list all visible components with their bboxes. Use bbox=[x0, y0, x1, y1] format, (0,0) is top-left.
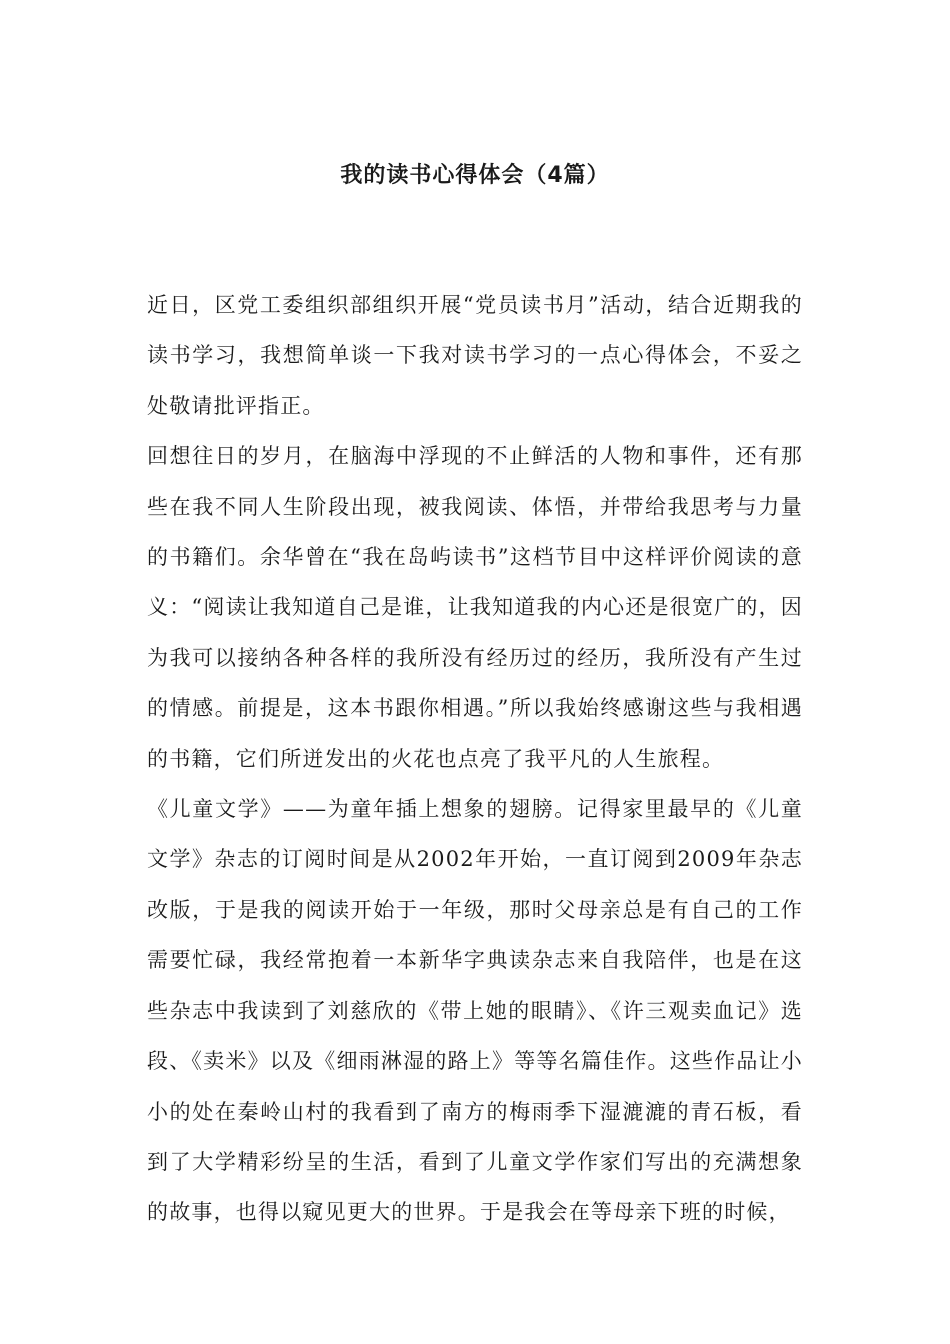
paragraph-1: 近日，区党工委组织部组织开展“党员读书月”活动，结合近期我的读书学习，我想简单谈一下我对读书学习的一点心得体会，不妥之处敬请批评指正。 bbox=[147, 293, 803, 418]
paragraph-2: 回想往日的岁月，在脑海中浮现的不止鲜活的人物和事件，还有那些在我不同人生阶段出现，被我阅读、体悟，并带给我思考与力量的书籍们。余华曾在“我在岛屿读书”这档节目中这样评价阅读的意义：“阅读让我知道自己是谁，让我知道我的内心还是很宽广的，因为我可以接纳各种各样的我所没有经历过的经历，我所没有产生过的情感。前提是，这本书跟你相遇。”所以我始终感谢这些与我相遇的书籍，它们所迸发出的火花也点亮了我平凡的人生旅程。 bbox=[147, 444, 803, 771]
paragraph-3: 《儿童文学》——为童年插上想象的翅膀。记得家里最早的《儿童文学》杂志的订阅时间是从2002年开始，一直订阅到2009年杂志改版，于是我的阅读开始于一年级，那时父母亲总是有自己的工作需要忙碌，我经常抱着一本新华字典读杂志来自我陪伴，也是在这些杂志中我读到了刘慈欣的《带上她的眼睛》、《许三观卖血记》选段、《卖米》以及《细雨淋湿的路上》等等名篇佳作。这些作品让小小的处在秦岭山村的我看到了南方的梅雨季下湿漉漉的青石板，看到了大学精彩纷呈的生活，看到了儿童文学作家们写出的充满想象的故事，也得以窥见更大的世界。于是我会在等母亲下班的时候， bbox=[147, 797, 803, 1225]
document-title: 我的读书心得体会（4篇） bbox=[340, 163, 610, 188]
document-body bbox=[147, 280, 803, 1238]
